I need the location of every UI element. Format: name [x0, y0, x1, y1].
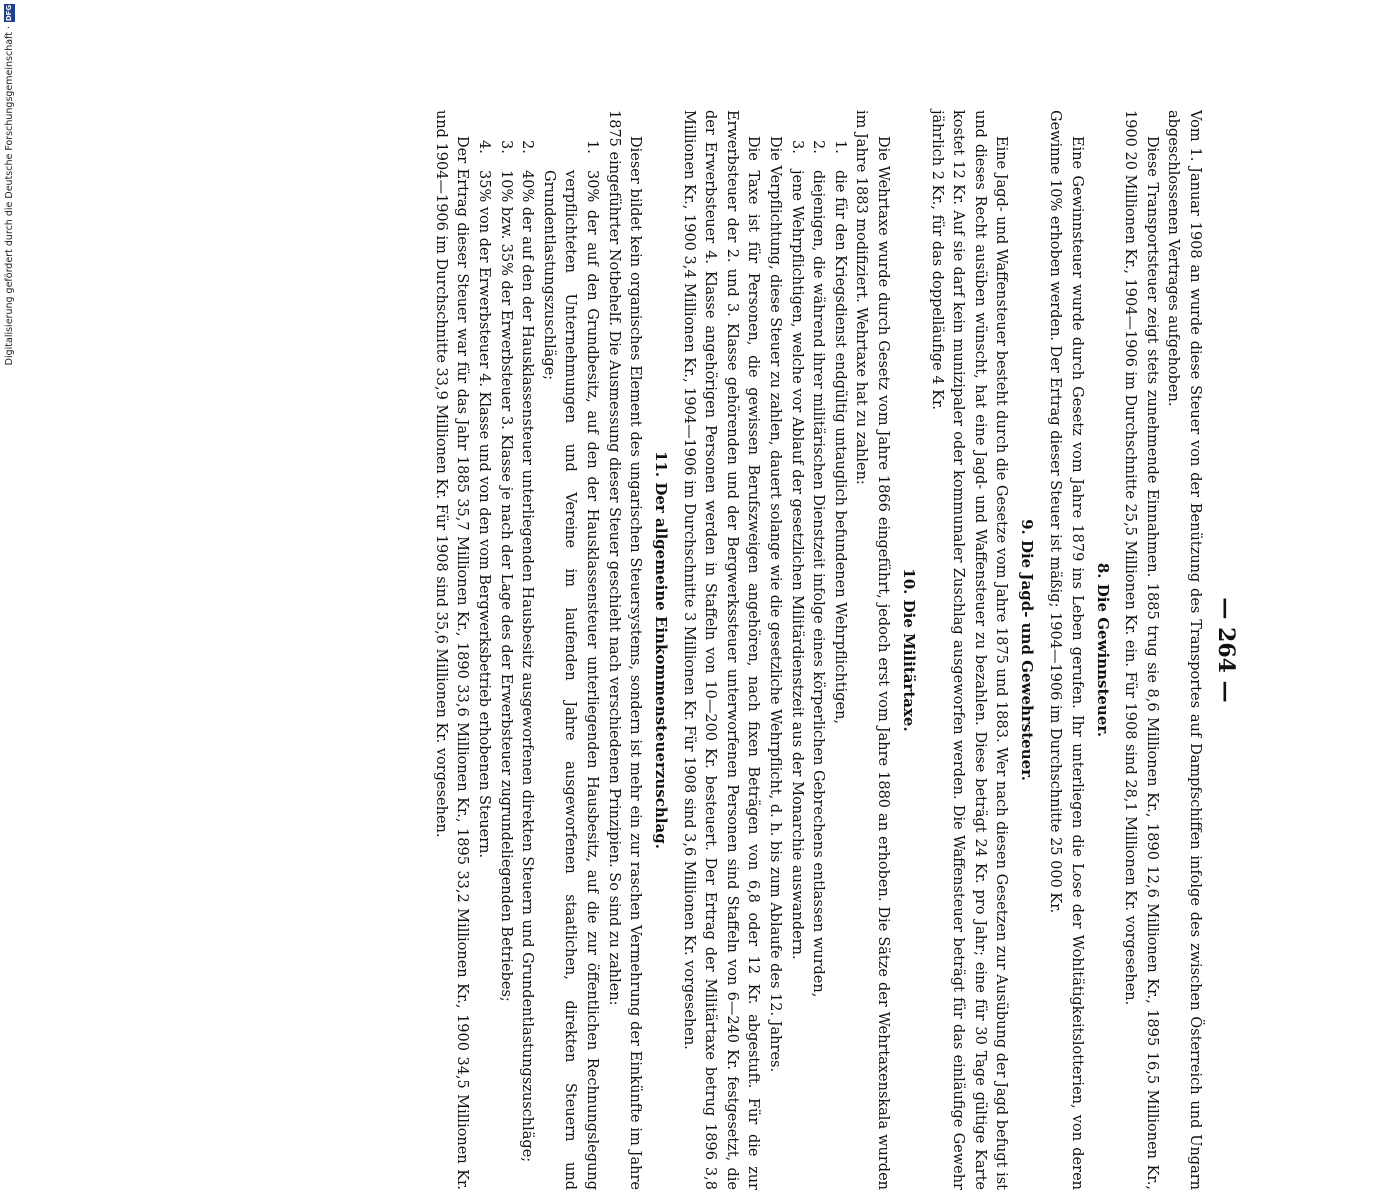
list-item — [516, 110, 538, 1190]
list-number: 1. — [831, 140, 848, 154]
list-text: 40% der auf den der Hausklassensteuer unterliegenden Hausbesitz ausgeworfenen direkten Steuern und Grundentlastungszuschläge; — [519, 170, 536, 1163]
page-number: — 264 — — [1213, 597, 1239, 703]
list-number: 4. — [475, 140, 492, 154]
list-item — [537, 110, 602, 1190]
footer-text: Digitalisierung gefördert durch die Deutsche Forschungsgemeinschaft · — [3, 26, 15, 366]
section-8-text: Eine Gewinnsteuer wurde durch Gesetz vom Jahre 1879 ins Leben gerufen. Ihr unterliegen die Lose der Wohltätigkeitslotterien, von deren Gewinne 10% erhoben werden. Der Ertrag dieser Steuer ist mäßig; 1904—1906 im Durchschnitte 25 000 Kr. — [1047, 110, 1085, 1190]
dfg-logo-icon: DFG — [4, 4, 13, 22]
list-number: 2. — [810, 140, 827, 154]
digitization-footer — [2, 0, 16, 1000]
list-item — [472, 110, 494, 1190]
list-item — [807, 110, 829, 1190]
list-text: 35% von der Erwerbsteuer 4. Klasse und von den vom Bergwerksbetrieb erhobenen Steuern. — [475, 170, 492, 859]
list-item — [828, 110, 850, 1190]
section-9-text: Eine Jagd- und Waffensteuer besteht durch die Gesetze vom Jahre 1875 und 1883. Wer nach diesen Gesetzen zur Ausübung der Jagd befugt ist und dieses Recht ausüben wünscht, hat eine Jagd- und Waffensteuer zu bezahlen. Diese beträgt 24 Kr. pro Jahr; eine für 30 Tage gültige Karte kostet 12 Kr. Auf sie darf kein munizipaler oder kommunaler Zuschlag ausgeworfen werden. Die Waffensteuer beträgt für das einläufige Gewehr jährlich 2 Kr., für das doppelläufige 4 Kr. — [928, 110, 1010, 1190]
intro-paragraph-1: Vom 1. Januar 1908 an wurde diese Steuer von der Benützung des Transportes auf Dampfschiffen infolge des zwischen Österreich und Ungarn abgeschlossenen Vertrages aufgehoben. — [1165, 110, 1203, 1190]
page-content — [429, 110, 1245, 1190]
section-10-list — [785, 110, 850, 1190]
section-11-intro: Dieser bildet kein organisches Element des ungarischen Steuersystems, sondern ist mehr ein zur raschen Vermehrung der Einkünfte im Jahre 1875 eingeführter Notbehelf. Die Ausmessung dieser Steuer geschieht nach verschiedenen Prinzipien. So sind zu zahlen: — [605, 110, 644, 1190]
intro-paragraph-2: Diese Transportsteuer zeigt stets zunehmende Einnahmen. 1885 trug sie 8,6 Millionen Kr., 1890 12,6 Millionen Kr., 1895 16,5 Millionen Kr., 1900 20 Millionen Kr., 1904—1906 im Durchschnitte 25,5 Millionen Kr. ein. Für 1908 sind 28,1 Millionen Kr. vorgesehen. — [1122, 110, 1160, 1190]
list-text: 30% der auf den Grundbesitz, auf den der Hausklassensteuer unterliegenden Hausbesitz, auf die zur öffentlichen Rechnungslegung verpflichteten Unternehmungen und Vereine im laufenden Jahre ausgeworfenen staatlichen, direkten Steuern und Grundentlastungszuschläge; — [540, 170, 600, 1190]
list-text: die für den Kriegsdienst endgültig untauglich befundenen Wehrpflichtigen, — [831, 170, 848, 725]
list-number: 1. — [583, 140, 600, 154]
section-10-heading: 10. Die Militärtaxe. — [900, 568, 919, 732]
list-item — [494, 110, 516, 1190]
list-text: 10% bzw. 35% der Erwerbsteuer 3. Klasse je nach der Lage des der Erwerbsteuer zugrundeliegenden Betriebes; — [497, 170, 514, 1002]
section-10-paragraph-3: Die Taxe ist für Personen, die gewissen Berufszweigen angehören, nach fixen Beträgen von 6,8 oder 12 Kr. abgestuft. Für die zur Erwerbsteuer der 2. und 3. Klasse gehörenden und der Bergwerkssteuer unterworfenen Personen sind Staffeln von 6—240 Kr. festgesetzt, die der Erwerbsteuer 4. Klasse angehörigen Personen werden in Staffeln von 10—200 Kr. besteuert. Der Ertrag der Militärtaxe betrug 1896 3,8 Millionen Kr., 1900 3,4 Millionen Kr., 1904—1906 im Durchschnitte 3 Millionen Kr. Für 1908 sind 3,6 Millionen Kr. vorgesehen. — [680, 110, 762, 1190]
list-number: 3. — [788, 140, 805, 154]
section-10-paragraph-2: Die Verpflichtung, diese Steuer zu zahlen, dauert solange wie die gesetzliche Wehrpflicht, d. h. bis zum Ablaufe des 12. Jahres. — [767, 136, 784, 1073]
list-item — [785, 110, 807, 1190]
section-11-heading: 11. Der allgemeine Einkommensteuerzuschlag. — [652, 451, 671, 849]
section-11-paragraph-2: Der Ertrag dieser Steuer war für das Jahr 1885 35,7 Millionen Kr., 1890 33,6 Millionen Kr., 1895 33,2 Millionen Kr., 1900 34,5 Millionen Kr. und 1904—1906 im Durchschnitte 33,9 Millionen Kr. Für 1908 sind 35,6 Millionen Kr. vorgesehen. — [432, 110, 471, 1190]
section-8-heading: 8. Die Gewinnsteuer. — [1093, 562, 1112, 738]
section-10-intro: Die Wehrtaxe wurde durch Gesetz vom Jahre 1866 eingeführt, jedoch erst vom Jahre 1880 an erhoben. Die Sätze der Wehrtaxenskala wurden im Jahre 1883 modifiziert. Wehrtaxe hat zu zahlen: — [853, 110, 892, 1190]
section-9-heading: 9. Die Jagd- und Gewehrsteuer. — [1018, 519, 1037, 781]
list-number: 3. — [497, 140, 514, 154]
section-11-list — [472, 110, 602, 1190]
list-number: 2. — [519, 140, 536, 154]
list-text: diejenigen, die während ihrer militärischen Dienstzeit infolge eines körperlichen Gebrechens entlassen wurden, — [810, 170, 827, 998]
list-text: jene Wehrpflichtigen, welche vor Ablauf der gesetzlichen Militärdienstzeit aus der Monarchie auswandern. — [788, 170, 805, 960]
